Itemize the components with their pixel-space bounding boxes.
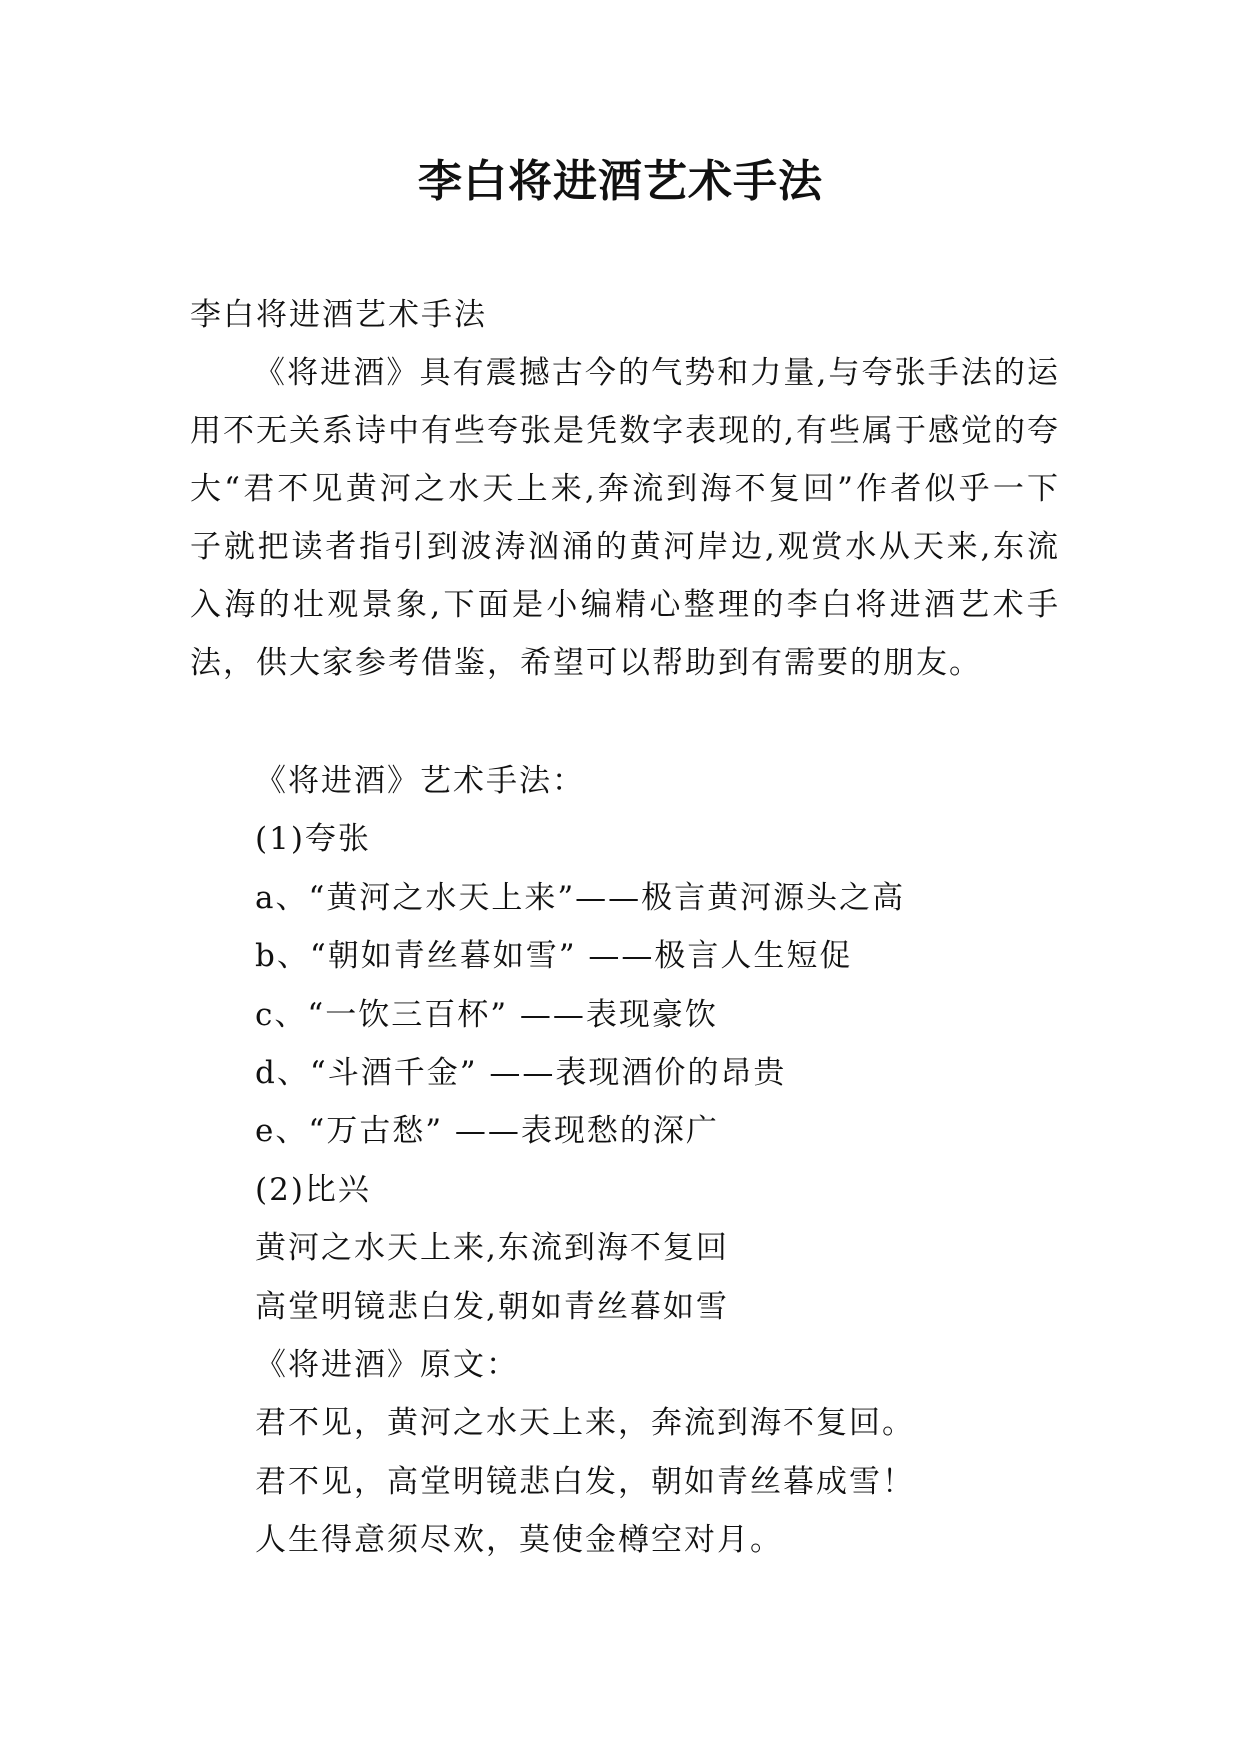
list-item: a、“黄河之水天上来”——极言黄河源头之高 <box>255 879 906 916</box>
poem-line: 君不见，黄河之水天上来，奔流到海不复回。 <box>255 1405 915 1442</box>
list-item: d、“斗酒千金” ——表现酒价的昂贵 <box>255 1055 787 1092</box>
list-item: b、“朝如青丝暮如雪” ——极言人生短促 <box>255 938 853 975</box>
page-title: 李白将进酒艺术手法 <box>418 156 823 207</box>
poem-line: 高堂明镜悲白发,朝如青丝暮如雪 <box>255 1288 729 1325</box>
poem-line: 君不见，高堂明镜悲白发，朝如青丝暮成雪！ <box>255 1463 915 1500</box>
poem-line: 黄河之水天上来,东流到海不复回 <box>255 1230 729 1267</box>
section-heading-techniques: 《将进酒》艺术手法： <box>255 763 585 799</box>
subtitle-line: 李白将进酒艺术手法 <box>190 297 487 333</box>
subheading-exaggeration: (1)夸张 <box>255 821 371 858</box>
section-heading-original: 《将进酒》原文： <box>255 1347 519 1384</box>
list-item: c、“一饮三百杯” ——表现豪饮 <box>255 996 718 1033</box>
intro-paragraph: 《将进酒》具有震撼古今的气势和力量,与夸张手法的运用不无关系诗中有些夸张是凭数字表现的,有些属于感觉的夸大“君不见黄河之水天上来,奔流到海不复回”作者似乎一下子就把读者指引到波涛汹涌的黄河岸边,观赏水从天来,东流入海的壮观景象,下面是小编精心整理的李白将进酒艺术手法，供大家参考借鉴，希望可以帮助到有需要的朋友。 <box>190 355 1060 681</box>
poem-line: 人生得意须尽欢，莫使金樽空对月。 <box>255 1522 783 1559</box>
content-list <box>255 752 1055 1570</box>
subheading-analogy: (2)比兴 <box>255 1171 371 1208</box>
list-item: e、“万古愁” ——表现愁的深广 <box>255 1113 719 1150</box>
